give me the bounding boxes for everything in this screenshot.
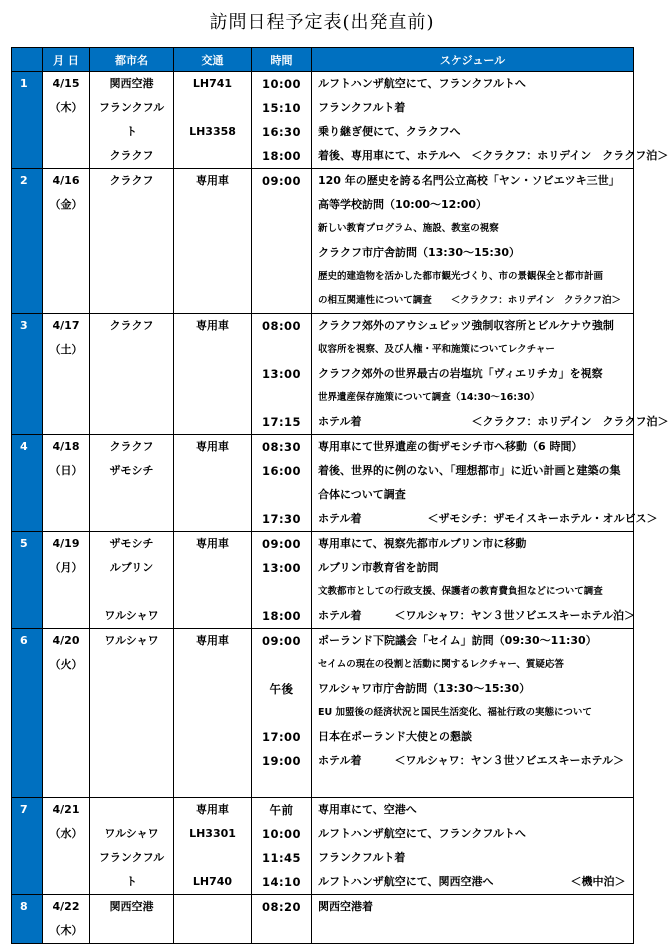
date-line: 4/17 [52, 319, 80, 332]
schedule-line: クラフク郊外の世界最古の岩塩坑「ヴィエリチカ」を視察 [318, 367, 603, 380]
time-line: 11:45 [261, 851, 302, 865]
date-line [43, 749, 89, 773]
schedule-line: フランクフルト着 [318, 101, 406, 114]
schedule-line: 新しい教育プログラム、施設、教室の視察 [318, 223, 499, 234]
schedule-line: 高等学校訪問（10:00～12:00） [318, 198, 488, 211]
transport-line: 専用車 [196, 174, 229, 187]
time-line [252, 483, 311, 507]
date-line [43, 773, 89, 797]
time-line: 13:00 [261, 561, 302, 575]
time-line [252, 241, 311, 265]
transport-line [174, 459, 251, 483]
time-line: 08:20 [261, 900, 302, 914]
day-city-cell [90, 72, 174, 169]
header-num [12, 48, 43, 72]
day-number: 8 [12, 895, 43, 944]
schedule-line: 日本在ポーランド大使との懇談 [318, 730, 472, 743]
day-schedule-cell [312, 532, 634, 629]
date-line [43, 677, 89, 701]
city-line [90, 580, 173, 604]
schedule-line: ルフトハンザ航空にて、フランクフルトへ [318, 77, 526, 90]
day-time-cell [252, 435, 312, 532]
date-line: 4/19 [52, 537, 80, 550]
date-line [43, 362, 89, 386]
day-row [12, 72, 634, 169]
city-line: 関西空港 [109, 900, 154, 913]
day-date-cell [43, 532, 90, 629]
day-row [12, 314, 634, 435]
schedule-line [312, 919, 633, 943]
schedule-line: ルブリン市教育省を訪問 [318, 561, 439, 574]
city-line [90, 217, 173, 241]
day-date-cell [43, 798, 90, 895]
day-date-cell [43, 629, 90, 798]
day-schedule-cell [312, 314, 668, 435]
schedule-line: ルフトハンザ航空にて、関西空港へ ＜機中泊＞ [318, 875, 626, 888]
date-line: （土） [49, 343, 83, 356]
day-transport-cell [174, 314, 252, 435]
schedule-line: 歴史的建造物を活かした都市観光づくり、市の景観保全と都市計画 [318, 271, 604, 282]
city-line [90, 338, 173, 362]
city-line: ワルシャワ [104, 827, 159, 840]
date-line [43, 289, 89, 313]
header-city: 都市名 [90, 48, 174, 72]
date-line [43, 265, 89, 289]
day-row [12, 169, 634, 314]
transport-line [174, 362, 251, 386]
time-line [252, 701, 311, 725]
time-line [252, 386, 311, 410]
city-line: ト [126, 125, 137, 138]
date-line [43, 870, 89, 894]
itinerary-body [12, 72, 668, 944]
time-line: 09:00 [261, 634, 302, 648]
schedule-line: 着後、世界的に例のない、「理想都市」に近い計画と建築の集 [318, 464, 621, 477]
date-line: 4/20 [52, 634, 80, 647]
schedule-line: 合体について調査 [318, 488, 406, 501]
date-line: （水） [49, 827, 83, 840]
day-number: 2 [12, 169, 43, 314]
transport-line: 専用車 [196, 634, 229, 647]
transport-line [174, 483, 251, 507]
schedule-line: 専用車にて、空港へ [318, 803, 417, 816]
time-line: 15:10 [261, 101, 302, 115]
city-line [90, 362, 173, 386]
day-city-cell [90, 798, 174, 895]
date-line [43, 410, 89, 434]
time-line: 18:00 [261, 149, 302, 163]
city-line: ワルシャワ [104, 634, 159, 647]
date-line [43, 483, 89, 507]
date-line [43, 386, 89, 410]
city-line [90, 193, 173, 217]
day-schedule-cell [312, 169, 634, 314]
time-line [252, 338, 311, 362]
city-line [90, 265, 173, 289]
time-line [252, 773, 311, 797]
day-time-cell [252, 314, 312, 435]
schedule-line: 乗り継ぎ便にて、クラクフへ [318, 125, 461, 138]
date-line: 4/21 [52, 803, 80, 816]
transport-line [174, 919, 251, 943]
time-line: 14:10 [261, 875, 302, 889]
city-line [90, 386, 173, 410]
schedule-line: 着後、専用車にて、ホテルへ ＜クラクフ：ホリデイン クラクフ泊＞ [318, 149, 668, 162]
day-date-cell [43, 895, 90, 944]
schedule-line: 世界遺産保存施策について調査（14:30～16:30） [318, 392, 540, 403]
day-time-cell [252, 895, 312, 944]
schedule-line: の相互関連性について調査 ＜クラクフ：ホリデイン クラクフ泊＞ [318, 295, 621, 306]
day-transport-cell [174, 798, 252, 895]
day-row [12, 629, 634, 798]
date-line [43, 241, 89, 265]
time-line [252, 289, 311, 313]
schedule-line: EU 加盟後の経済状況と国民生活変化、福祉行政の実態について [318, 707, 592, 718]
schedule-line: クラクフ市庁舎訪問（13:30～15:30） [318, 246, 521, 259]
day-number: 6 [12, 629, 43, 798]
day-row [12, 798, 634, 895]
transport-line [174, 96, 251, 120]
day-city-cell [90, 629, 174, 798]
time-line: 10:00 [261, 827, 302, 841]
day-city-cell [90, 895, 174, 944]
date-line: （日） [49, 464, 83, 477]
header-row [12, 48, 634, 72]
transport-line: 専用車 [196, 319, 229, 332]
schedule-line: 文教都市としての行政支援、保護者の教育費負担などについて調査 [318, 586, 603, 597]
date-line: （月） [49, 561, 83, 574]
transport-line [174, 556, 251, 580]
time-line [252, 919, 311, 943]
day-city-cell [90, 532, 174, 629]
day-schedule-cell [312, 435, 658, 532]
transport-line: LH3358 [189, 125, 236, 138]
date-line [43, 580, 89, 604]
transport-line [174, 241, 251, 265]
header-date: 月 日 [43, 48, 90, 72]
time-line: 午後 [269, 682, 294, 696]
schedule-line: ルフトハンザ航空にて、フランクフルトへ [318, 827, 526, 840]
day-row [12, 532, 634, 629]
city-line [90, 773, 173, 797]
time-line: 17:15 [261, 415, 302, 429]
schedule-line: ホテル着 ＜ワルシャワ：ヤン３世ソビエスキーホテル泊＞ [318, 609, 635, 622]
city-line: クラクフ [109, 440, 154, 453]
day-number: 5 [12, 532, 43, 629]
schedule-line: フランクフルト着 [318, 851, 406, 864]
city-line [90, 677, 173, 701]
time-line: 09:00 [261, 174, 302, 188]
day-transport-cell [174, 532, 252, 629]
transport-line: 専用車 [196, 440, 229, 453]
date-line [43, 120, 89, 144]
city-line: クラクフ [109, 319, 154, 332]
transport-line [174, 193, 251, 217]
time-line [252, 653, 311, 677]
date-line: （火） [49, 658, 83, 671]
day-transport-cell [174, 169, 252, 314]
city-line: フランクフル [98, 851, 165, 864]
transport-line: LH3301 [189, 827, 236, 840]
time-line: 08:00 [261, 319, 302, 333]
day-transport-cell [174, 895, 252, 944]
city-line [90, 725, 173, 749]
city-line: クラクフ [109, 174, 154, 187]
time-line: 08:30 [261, 440, 302, 454]
time-line [252, 580, 311, 604]
day-time-cell [252, 798, 312, 895]
transport-line [174, 895, 251, 919]
time-line: 16:30 [261, 125, 302, 139]
day-transport-cell [174, 435, 252, 532]
date-line: （木） [49, 101, 83, 114]
day-row [12, 435, 634, 532]
schedule-line: ホテル着 ＜ワルシャワ：ヤン３世ソビエスキーホテル＞ [318, 754, 624, 767]
city-line [90, 483, 173, 507]
date-line: 4/15 [52, 77, 80, 90]
day-time-cell [252, 72, 312, 169]
header-time: 時間 [252, 48, 312, 72]
day-time-cell [252, 169, 312, 314]
transport-line [174, 217, 251, 241]
transport-line [174, 410, 251, 434]
transport-line [174, 386, 251, 410]
day-time-cell [252, 532, 312, 629]
time-line: 10:00 [261, 77, 302, 91]
page-title: 訪問日程予定表(出発直前) [209, 12, 435, 33]
city-line: ザモシチ [109, 464, 154, 477]
schedule-line: 関西空港着 [318, 900, 373, 913]
time-line: 17:30 [261, 512, 302, 526]
transport-line [174, 580, 251, 604]
day-row [12, 895, 634, 944]
city-line [90, 507, 173, 531]
schedule-line: ポーランド下院議会「セイム」訪問（09:30～11:30） [318, 634, 597, 647]
day-date-cell [43, 169, 90, 314]
day-time-cell [252, 629, 312, 798]
date-line: 4/22 [52, 900, 80, 913]
time-line: 16:00 [261, 464, 302, 478]
header-transport: 交通 [174, 48, 252, 72]
schedule-line: 収容所を視察、及び人権・平和施策についてレクチャー [318, 344, 555, 355]
city-line: クラクフ [109, 149, 154, 162]
day-number: 3 [12, 314, 43, 435]
city-line: 関西空港 [109, 77, 154, 90]
city-line [90, 289, 173, 313]
date-line: （金） [49, 198, 83, 211]
day-date-cell [43, 435, 90, 532]
transport-line [174, 701, 251, 725]
day-date-cell [43, 72, 90, 169]
transport-line: 専用車 [196, 537, 229, 550]
day-date-cell [43, 314, 90, 435]
transport-line [174, 604, 251, 628]
transport-line [174, 653, 251, 677]
time-line: 18:00 [261, 609, 302, 623]
date-line [43, 507, 89, 531]
day-number: 7 [12, 798, 43, 895]
time-line [252, 217, 311, 241]
day-city-cell [90, 435, 174, 532]
day-number: 1 [12, 72, 43, 169]
schedule-line: セイムの現在の役割と活動に関するレクチャー、質疑応答 [318, 659, 564, 670]
city-line [90, 749, 173, 773]
date-line: （木） [49, 924, 83, 937]
city-line: ザモシチ [109, 537, 154, 550]
time-line: 午前 [269, 803, 294, 817]
day-schedule-cell [312, 72, 668, 169]
city-line [90, 798, 173, 822]
transport-line [174, 507, 251, 531]
transport-line: LH740 [192, 875, 233, 888]
city-line [90, 919, 173, 943]
transport-line [174, 749, 251, 773]
date-line [43, 701, 89, 725]
city-line: フランクフル [98, 101, 165, 114]
transport-line [174, 677, 251, 701]
header-schedule: スケジュール [312, 48, 634, 72]
transport-line: 専用車 [196, 803, 229, 816]
date-line [43, 217, 89, 241]
time-line: 17:00 [261, 730, 302, 744]
schedule-line: ワルシャワ市庁舎訪問（13:30～15:30） [318, 682, 531, 695]
city-line: ルブリン [109, 561, 154, 574]
day-schedule-cell [312, 629, 634, 798]
transport-line: LH741 [192, 77, 233, 90]
transport-line [174, 144, 251, 168]
time-line: 13:00 [261, 367, 302, 381]
transport-line [174, 846, 251, 870]
day-transport-cell [174, 72, 252, 169]
date-line [43, 846, 89, 870]
date-line: 4/16 [52, 174, 80, 187]
day-city-cell [90, 314, 174, 435]
city-line: ト [126, 875, 137, 888]
date-line [43, 725, 89, 749]
date-line: 4/18 [52, 440, 80, 453]
schedule-line: クラクフ郊外のアウシュビッツ強制収容所とビルケナウ強制 [318, 319, 614, 332]
transport-line [174, 773, 251, 797]
time-line: 09:00 [261, 537, 302, 551]
date-line [43, 144, 89, 168]
day-city-cell [90, 169, 174, 314]
city-line [90, 701, 173, 725]
schedule-line: 専用車にて、視察先都市ルブリン市に移動 [318, 537, 527, 550]
city-line [90, 653, 173, 677]
schedule-line [312, 773, 633, 797]
day-schedule-cell [312, 798, 634, 895]
transport-line [174, 338, 251, 362]
schedule-line: 専用車にて世界遺産の街ザモシチ市へ移動（6 時間） [318, 440, 583, 453]
transport-line [174, 265, 251, 289]
itinerary-table [11, 47, 668, 944]
transport-line [174, 289, 251, 313]
schedule-line: ホテル着 ＜クラクフ：ホリデイン クラクフ泊＞ [318, 415, 668, 428]
day-schedule-cell [312, 895, 634, 944]
time-line: 19:00 [261, 754, 302, 768]
schedule-line: ホテル着 ＜ザモシチ：ザモイスキーホテル・オルビス＞ [318, 512, 658, 525]
city-line [90, 410, 173, 434]
city-line [90, 241, 173, 265]
transport-line [174, 725, 251, 749]
day-transport-cell [174, 629, 252, 798]
time-line [252, 265, 311, 289]
schedule-line: 120 年の歴史を誇る名門公立高校「ヤン・ソビエツキ三世」 [318, 174, 620, 187]
city-line: ワルシャワ [104, 609, 159, 622]
time-line [252, 193, 311, 217]
date-line [43, 604, 89, 628]
day-number: 4 [12, 435, 43, 532]
